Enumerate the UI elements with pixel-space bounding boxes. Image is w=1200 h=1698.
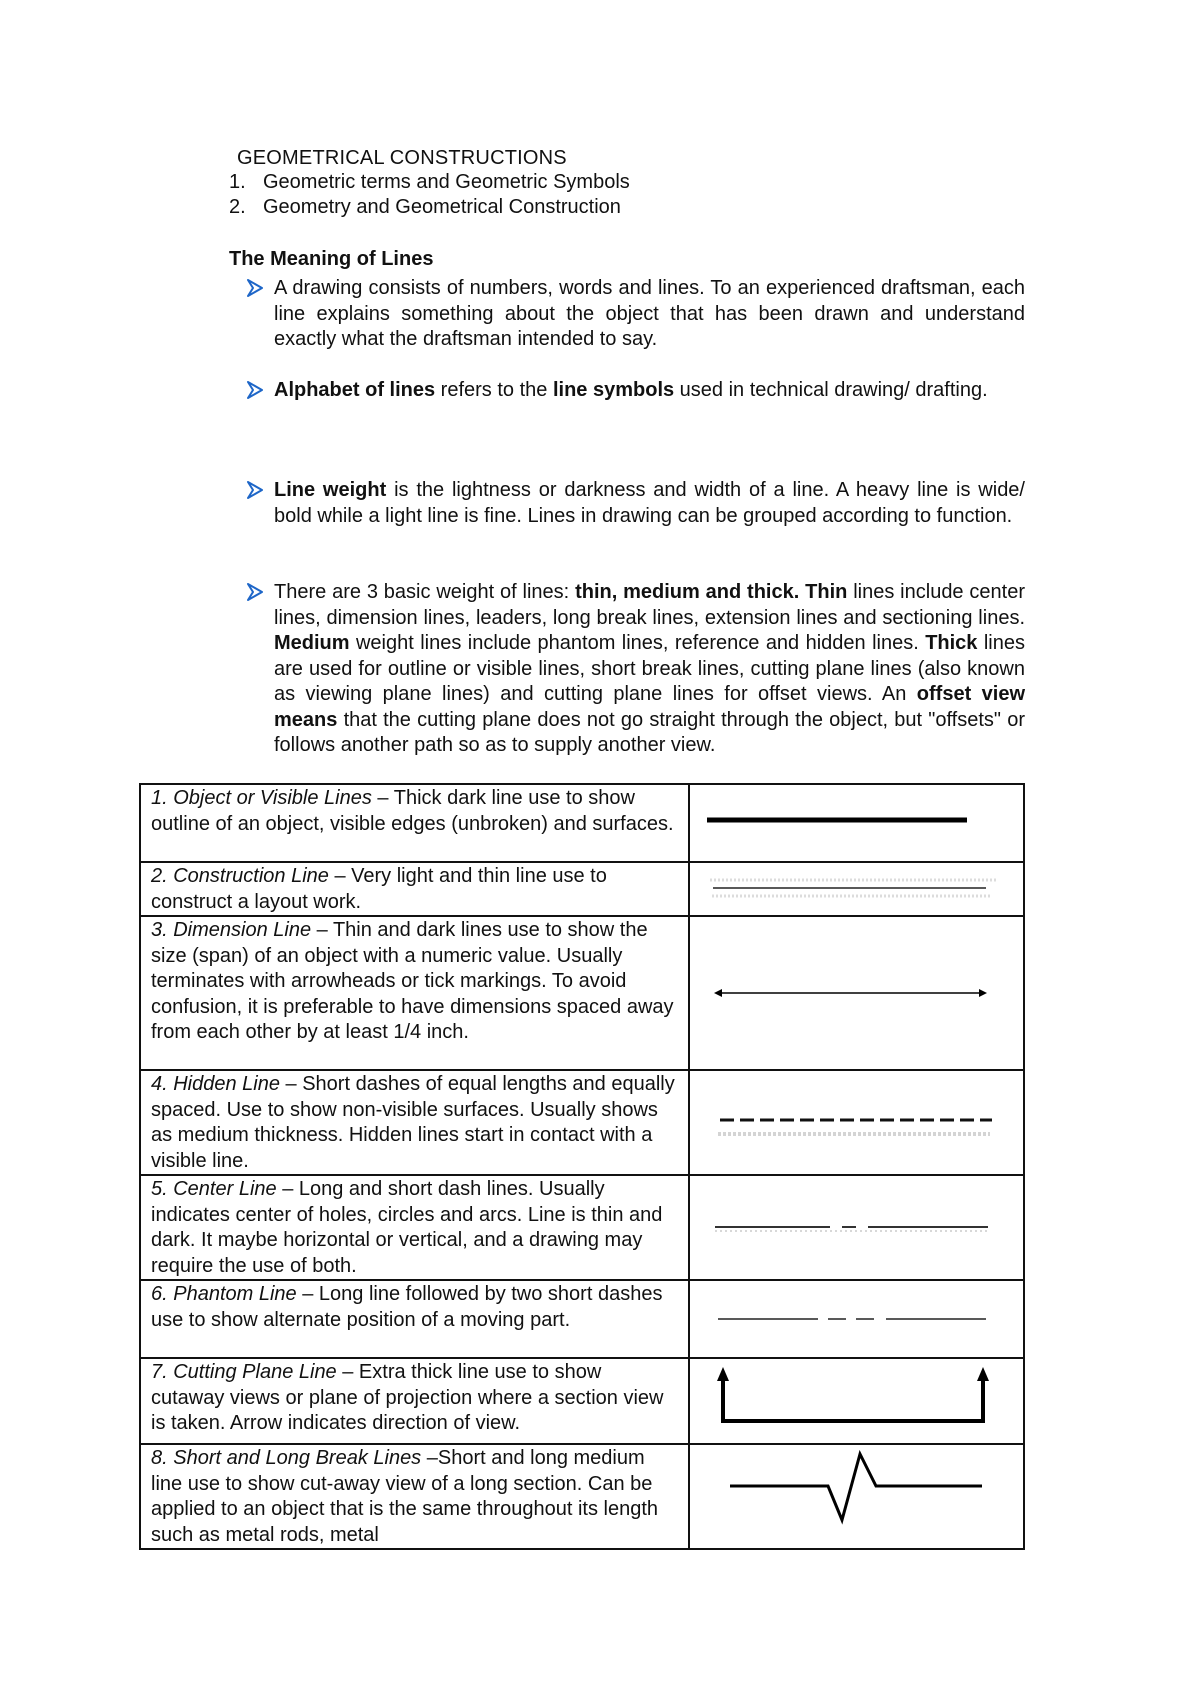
table-row [140,1070,1024,1175]
table-row [140,1358,1024,1444]
line-sample-cell [689,784,1024,862]
line-type-description: –Short and long medium line use to show cut-away view of a long section. Can be applied to an object that is the same throughout its length such as metal rods, metal [151,1447,659,1546]
bullet-fragment: There are 3 basic weight of lines: [274,581,576,603]
line-type-description: – Long and short dash lines. Usually indicates center of holes, circles and arcs. Line is thin and dark. It maybe horizontal or vertical, and a drawing may require the use of both. [151,1178,663,1277]
line-sample-cell [689,1280,1024,1358]
bullet-text [274,580,1025,759]
bullet-item [245,580,1025,759]
line-type-name: 5. Center Line [151,1178,277,1200]
break-line-sample [690,1446,1023,1548]
line-type-name: 2. Construction Line [151,865,329,887]
bullet-fragment: weight lines include phantom lines, reference and hidden lines. [349,632,926,654]
term-offset-view: offset view means [274,683,1026,731]
bullet-text [274,378,1025,404]
construction-line-sample [690,864,1023,914]
arrowhead-bullet-icon [245,480,265,500]
bullet-fragment: used in technical drawing/ drafting. [674,379,988,401]
line-type-description: – Long line followed by two short dashes use to show alternate position of a moving part. [151,1283,663,1331]
bullet-fragment: is the lightness or darkness and width of a line. A heavy line is wide/ bold while a light line is fine. Lines in drawing can be grouped according to function. [274,479,1025,527]
arrowhead-bullet-icon [245,278,265,298]
line-type-description: – Thin and dark lines use to show the size (span) of an object with a numeric value. Usually terminates with arrowheads or tick markings. To avoid confusion, it is preferable to have dimensions spaced away from each other by at least 1/4 inch. [151,919,674,1043]
line-type-description: – Short dashes of equal lengths and equally spaced. Use to show non-visible surfaces. Usually shows as medium thickness. Hidden lines start in contact with a visible line. [151,1073,675,1172]
document-title: GEOMETRICAL CONSTRUCTIONS [237,147,567,169]
term-alphabet-of-lines: Alphabet of lines [274,379,436,401]
cutting-plane-line-sample [690,1359,1023,1443]
bullet-item [245,378,1025,404]
term-line-symbols: line symbols [552,379,675,401]
bullet-fragment: refers to the [435,379,553,401]
bullet-fragment: that the cutting plane does not go straight through the object, but "offsets" or follows another path so as to supply another view. [274,708,1025,756]
line-description-cell [140,862,689,916]
bullet-text: A drawing consists of numbers, words and lines. To an experienced draftsman, each line explains something about the object that has been drawn and understand exactly what the draftsman intended to say. [274,277,1025,350]
term-weights: thin, medium and thick. [575,581,800,603]
bullet-text [274,478,1025,529]
list-text: Geometry and Geometrical Construction [263,196,621,218]
line-type-description: – Extra thick line use to show cutaway views or plane of projection where a section view is taken. Arrow indicates direction of view. [151,1361,664,1434]
bullet-fragment: lines are used for outline or visible lines, short break lines, cutting plane lines (also known as viewing plane lines) and cutting plane lines for offset views. An [274,632,1025,705]
bullet-fragment: lines include center lines, dimension lines, leaders, long break lines, extension lines and sectioning lines. [274,581,1025,629]
line-description-cell [140,1280,689,1358]
line-type-name: 4. Hidden Line [151,1073,280,1095]
line-type-name: 7. Cutting Plane Line [151,1361,337,1383]
line-description-cell [140,1444,689,1549]
term-medium: Medium [274,632,350,654]
table-row [140,916,1024,1070]
alphabet-of-lines-table [139,783,1025,1550]
line-sample-cell [689,1358,1024,1444]
section-heading: The Meaning of Lines [229,248,434,270]
line-description-cell [140,1358,689,1444]
line-type-description: – Thick dark line use to show outline of an object, visible edges (unbroken) and surfaces. [151,787,674,835]
line-type-name: 8. Short and Long Break Lines [151,1447,422,1469]
object-line-sample [690,785,1023,861]
arrowhead-bullet-icon [245,380,265,400]
table-row [140,1175,1024,1280]
phantom-line-sample [690,1281,1023,1357]
center-line-sample [690,1177,1023,1279]
line-type-name: 1. Object or Visible Lines [151,787,372,809]
list-text: Geometric terms and Geometric Symbols [263,171,630,193]
hidden-line-sample [690,1072,1023,1174]
list-number: 1. [229,171,246,193]
line-description-cell [140,1175,689,1280]
arrowhead-bullet-icon [245,582,265,602]
line-sample-cell [689,1070,1024,1175]
term-thick: Thick [925,632,978,654]
line-sample-cell [689,1444,1024,1549]
bullet-item [245,276,1025,353]
list-item [229,170,630,195]
list-number: 2. [229,196,246,218]
line-type-description: – Very light and thin line use to construct a layout work. [151,865,607,913]
line-sample-cell [689,916,1024,1070]
term-thin: Thin [805,581,848,603]
dimension-line-sample [690,917,1023,1069]
line-description-cell [140,1070,689,1175]
line-type-name: 3. Dimension Line [151,919,312,941]
table-row [140,1280,1024,1358]
table-row [140,784,1024,862]
line-sample-cell [689,862,1024,916]
line-sample-cell [689,1175,1024,1280]
table-row [140,1444,1024,1549]
line-type-name: 6. Phantom Line [151,1283,297,1305]
topic-list [229,170,630,220]
list-item [229,195,630,220]
bullet-item [245,478,1025,529]
table-row [140,862,1024,916]
term-line-weight: Line weight [274,479,387,501]
line-description-cell [140,784,689,862]
line-description-cell [140,916,689,1070]
